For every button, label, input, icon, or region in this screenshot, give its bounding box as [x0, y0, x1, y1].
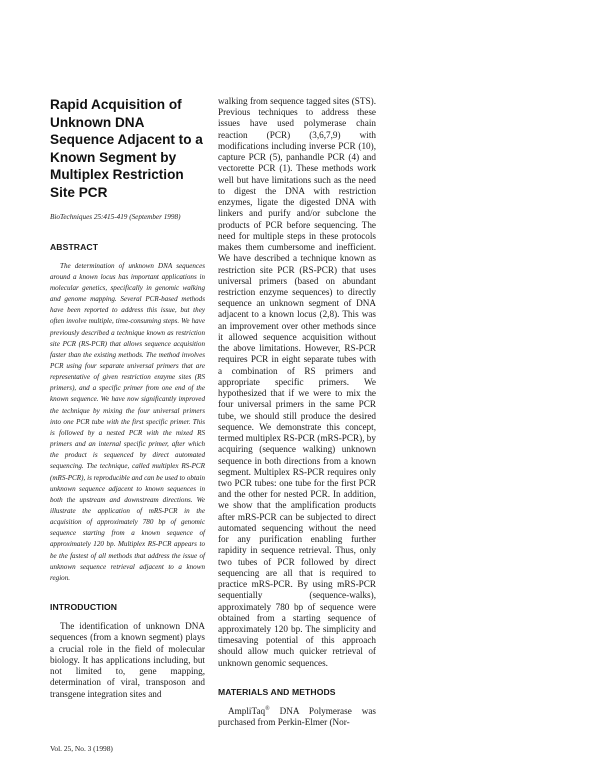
abstract-heading: ABSTRACT: [50, 241, 99, 252]
methods-text-rest: DNA Polymerase was purchased from Perkin-Elmer (Nor-: [218, 705, 376, 728]
introduction-text-right: walking from sequence tagged sites (STS). Previous techniques to address these issues have used polymerase chain reaction (PCR) (3,6,7,9) with modifications including inverse PCR (10), capture PCR (5), panhandle PCR (4) and vectorette PCR (1). These methods work well but have limitations such as the need to digest the DNA with restriction enzymes, ligate the digested DNA with linkers and purify and/or subclone the products of PCR before sequencing. The need for multiple steps in these protocols makes them cumbersome and inefficient. We have described a technique known as restriction site PCR (RS-PCR) that uses universal primers (based on abundant restriction enzyme sequences) to directly sequence an unknown segment of DNA adjacent to a known locus (2,8). This was an improvement over other methods since it allowed sequence acquisition without the above limitations. However, RS-PCR requires PCR in eight separate tubes with a combination of RS primers and appropriate specific primers. We hypothesized that if we were to mix the four universal primers in the same PCR tube, we should still produce the desired sequence. We demonstrate this concept, termed multiplex RS-PCR (mRS-PCR), by acquiring (sequence walking) unknown sequence in both directions from a known segment. Multiplex RS-PCR requires only two PCR tubes: one tube for the first PCR and the other for nested PCR. In addition, we show that the amplification products after mRS-PCR can be subjected to direct automated sequencing without the need for any purification enabling further rapidity in sequence retrieval. Thus, only two tubes of PCR followed by direct sequencing are all that is required to practice mRS-PCR. By using mRS-PCR sequentially (sequence-walks), approximately 780 bp of sequence were obtained from a starting sequence of approximately 120 bp. The simplicity and timesaving potential of this approach should allow much quicker retrieval of unknown genomic sequences.: [218, 96, 376, 668]
methods-heading: MATERIALS AND METHODS: [218, 686, 336, 697]
journal-citation: BioTechniques 25:415-419 (September 1998): [50, 212, 181, 221]
methods-text: [218, 706, 376, 728]
article-title: Rapid Acquisition of Unknown DNA Sequence Adjacent to a Known Segment by Multiplex Restriction Site PCR: [50, 97, 203, 200]
introduction-heading: INTRODUCTION: [50, 602, 118, 613]
registered-mark: ®: [265, 705, 270, 712]
right-column: [218, 96, 376, 728]
left-column: [50, 96, 205, 700]
introduction-text-left: The identification of unknown DNA sequences (from a known segment) plays a crucial role in the field of molecular biology. It has applications including, but not limited to, gene mapping, determination of viral, transposon and transgene integration sites and: [50, 621, 205, 699]
abstract-text: The determination of unknown DNA sequences around a known locus has important applications in molecular genetics, specifically in genomic walking and genome mapping. Several PCR-based methods have been reported to address this issue, but they often involve multiple, time-consuming steps. We have previously described a technique known as restriction site PCR (RS-PCR) that allows sequence acquisition faster than the existing methods. The method involves PCR using four separate universal primers that are representative of given restriction enzyme sites (RS primers), and a specific primer from one end of the known sequence. We have now significantly improved the technique by mixing the four universal primers into one PCR tube with the first specific primer. This is followed by a nested PCR with the mixed RS primers and an internal specific primer, after which the product is sequenced by direct automated sequencing. The technique, called multiplex RS-PCR (mRS-PCR), is reproducible and can be used to obtain unknown sequence adjacent to known sequences in both the upstream and downstream directions. We illustrate the application of mRS-PCR in the acquisition of approximately 780 bp of genomic sequence starting from a known sequence of approximately 120 bp. Multiplex RS-PCR appears to be the fastest of all methods that address the issue of unknown sequence retrieval adjacent to a known region.: [50, 261, 205, 582]
methods-product-name: AmpliTaq: [228, 705, 266, 716]
page-footer-volume: Vol. 25, No. 3 (1998): [50, 744, 113, 753]
